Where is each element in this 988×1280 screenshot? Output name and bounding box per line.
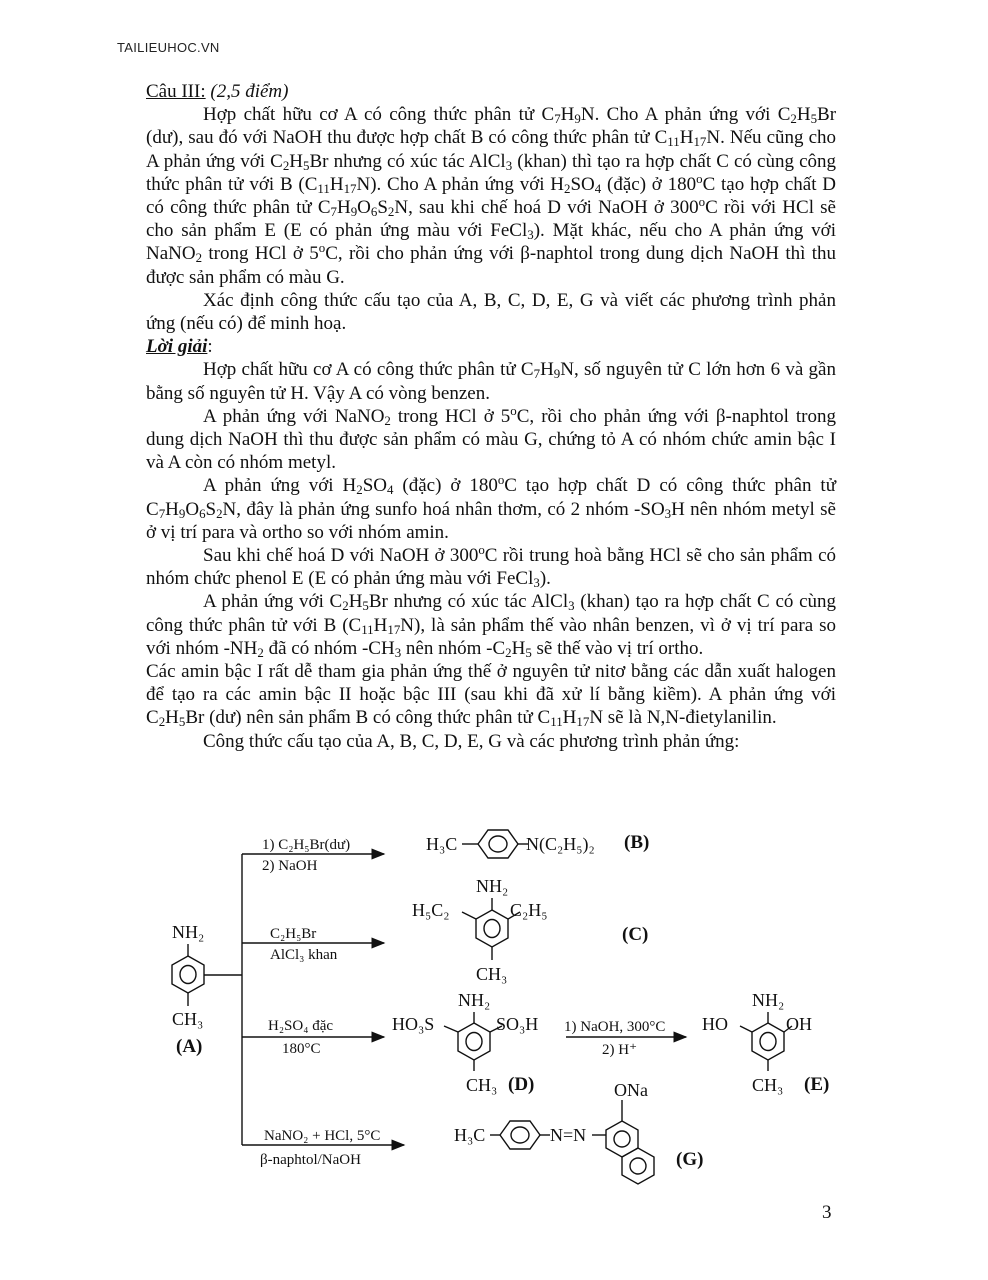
benzene-ring-icon [478, 830, 518, 858]
solution-paragraph: A phản ứng với $C_2H_5Br$ nhưng có xúc tác AlCl$_3$ (khan) tạo ra hợp chất C có cùng công thức phân tử với B $(C_{11}H_{17}N)$, là sản phẩm thế vào nhân benzen, vì ở vị trí para so với nhóm $-NH_2$ đã có nhóm $-CH_3$ nên nhóm $-C_2H_5$ sẽ thế vào vị trí ortho. [146, 591, 837, 661]
d-condition-top: H₂SO₄ đặc [268, 1018, 334, 1034]
solution-paragraph: Sau khi chế hoá D với NaOH ở 300$^o$C rồi trung hoà bằng HCl sẽ cho sản phẩm có nhóm chức phenol E (E có phản ứng màu với FeCl$_3$). [146, 541, 836, 591]
document-body [146, 80, 836, 753]
g-condition-bottom: β-naphtol/NaOH [260, 1152, 361, 1168]
c-left-group: H₅C₂ [412, 900, 450, 920]
d-top-group: NH₂ [458, 990, 491, 1010]
b-condition-bottom: 2) NaOH [262, 858, 318, 874]
benzene-ring-icon [476, 910, 508, 947]
reaction-g [242, 1080, 703, 1184]
question-label: Câu III: [146, 81, 206, 102]
e-top-group: NH₂ [752, 990, 785, 1010]
solution-paragraph: A phản ứng với $H_2SO_4$ (đặc) ở 180$^o$C tạo hợp chất D có công thức phân tử $C_7H_9O_6S_2N$, đây là phản ứng sunfo hoá nhân thơm, có 2 nhóm $-SO_3H$ nên nhóm metyl sẽ ở vị trí para và ortho so với nhóm amin. [146, 472, 836, 543]
g-left-group: H₃C [454, 1125, 486, 1145]
benzene-ring-icon [172, 956, 204, 993]
g-naphthol-group: ONa [614, 1080, 648, 1100]
d-right-group: SO₃H [496, 1014, 539, 1034]
benzene-ring-icon [458, 1023, 490, 1060]
naphthalene-ring-second-icon [622, 1148, 654, 1184]
c-condition-top: C₂H₅Br [270, 926, 317, 942]
question-paragraph: Xác định công thức cấu tạo của A, B, C, D, E, G và viết các phương trình phản ứng (nếu có) để minh hoạ. [146, 289, 836, 335]
solution-paragraph: Công thức cấu tạo của A, B, C, D, E, G và các phương trình phản ứng: [203, 730, 740, 752]
benzene-ring-icon [752, 1023, 784, 1060]
reaction-scheme [146, 820, 846, 1195]
g-condition-top: NaNO₂ + HCl, 5°C [264, 1128, 381, 1144]
question-heading [146, 80, 836, 103]
b-left-group: H₃C [426, 834, 458, 854]
e-left-group: HO [702, 1014, 728, 1034]
solution-paragraph: Hợp chất hữu cơ A có công thức phân tử $C_7H_9N$, số nguyên tử C lớn hơn 6 và gần bằng số nguyên tử H. Vậy A có vòng benzen. [146, 359, 836, 404]
reaction-e [564, 990, 829, 1095]
solution-heading: Lời giải: [146, 336, 213, 358]
e-condition-bottom: 2) H⁺ [602, 1042, 637, 1058]
solution-paragraph: A phản ứng với NaNO$_2$ trong HCl ở 5$^o$C, rồi cho phản ứng với β-naphtol trong dung dịch NaOH thì thu được sản phẩm có màu G, chứng tỏ A có nhóm chức amin bậc I và A còn có nhóm metyl. [146, 402, 837, 474]
e-label: (E) [804, 1074, 830, 1095]
c-condition-bottom: AlCl₃ khan [270, 947, 338, 963]
question-points: (2,5 điểm) [210, 81, 289, 102]
d-label: (D) [508, 1074, 535, 1095]
reaction-c [242, 876, 648, 984]
a-label: (A) [176, 1036, 203, 1057]
solution-paragraph: Các amin bậc I rất dễ tham gia phản ứng thế ở nguyên tử nitơ bằng các dẫn xuất halogen để tạo ra các amin bậc II hoặc bậc III (sau khi đã xử lí bằng kiềm). A phản ứng với $C_2H_5Br$ (dư) nên sản phẩm B có công thức phân tử $C_{11}H_{17}N$ sẽ là N,N-đietylanilin. [146, 661, 836, 730]
d-left-group: HO₃S [392, 1014, 435, 1034]
g-label: (G) [676, 1149, 704, 1170]
c-label: (C) [622, 924, 649, 945]
c-bottom-group: CH₃ [476, 964, 508, 984]
g-azo-group: N=N [550, 1125, 587, 1145]
a-bottom-group: CH₃ [172, 1009, 204, 1029]
watermark: TAILIEUHOC.VN [117, 40, 220, 55]
page-number: 3 [822, 1202, 832, 1223]
b-condition-top: 1) C₂H₅Br(dư) [262, 837, 351, 853]
benzene-ring-icon [500, 1121, 540, 1149]
c-right-group: C₂H₅ [510, 900, 548, 920]
reaction-b [242, 830, 649, 874]
e-bottom-group: CH₃ [752, 1075, 784, 1095]
solution-label: Lời giải [146, 336, 208, 358]
d-bottom-group: CH₃ [466, 1075, 498, 1095]
b-label: (B) [624, 832, 650, 853]
compound-a [172, 922, 242, 1057]
naphthalene-ring-icon [606, 1121, 638, 1157]
d-condition-bottom: 180°C [282, 1041, 321, 1057]
reaction-d [242, 990, 538, 1095]
e-condition-top: 1) NaOH, 300°C [564, 1019, 666, 1035]
e-right-group: OH [786, 1014, 812, 1034]
question-paragraph: Hợp chất hữu cơ A có công thức phân tử $C_7H_9N$. Cho A phản ứng với $C_2H_5Br$ (dư), sau đó với NaOH thu được hợp chất B có công thức phân tử $C_{11}H_{17}N$. Nếu cũng cho A phản ứng với $C_2H_5Br$ nhưng có xúc tác AlCl$_3$ (khan) thì tạo ra hợp chất C có cùng công thức phân tử với B $(C_{11}H_{17}N)$. Cho A phản ứng với $H_2SO_4$ (đặc) ở 180$^o$C tạo hợp chất D có công thức phân tử $C_7H_9O_6S_2N$, sau khi chế hoá D với NaOH ở 300$^o$C rồi với HCl sẽ cho sản phẩm E (E có phản ứng màu với FeCl$_3$). Mặt khác, nếu cho A phản ứng với NaNO$_2$ trong HCl ở 5$^o$C, rồi cho phản ứng với β-naphtol trong dung dịch NaOH thì thu được sản phẩm có màu G. [146, 104, 837, 288]
a-top-group: NH₂ [172, 922, 205, 942]
c-top-group: NH₂ [476, 876, 509, 896]
b-right-group: N(C₂H₅)₂ [526, 834, 595, 854]
